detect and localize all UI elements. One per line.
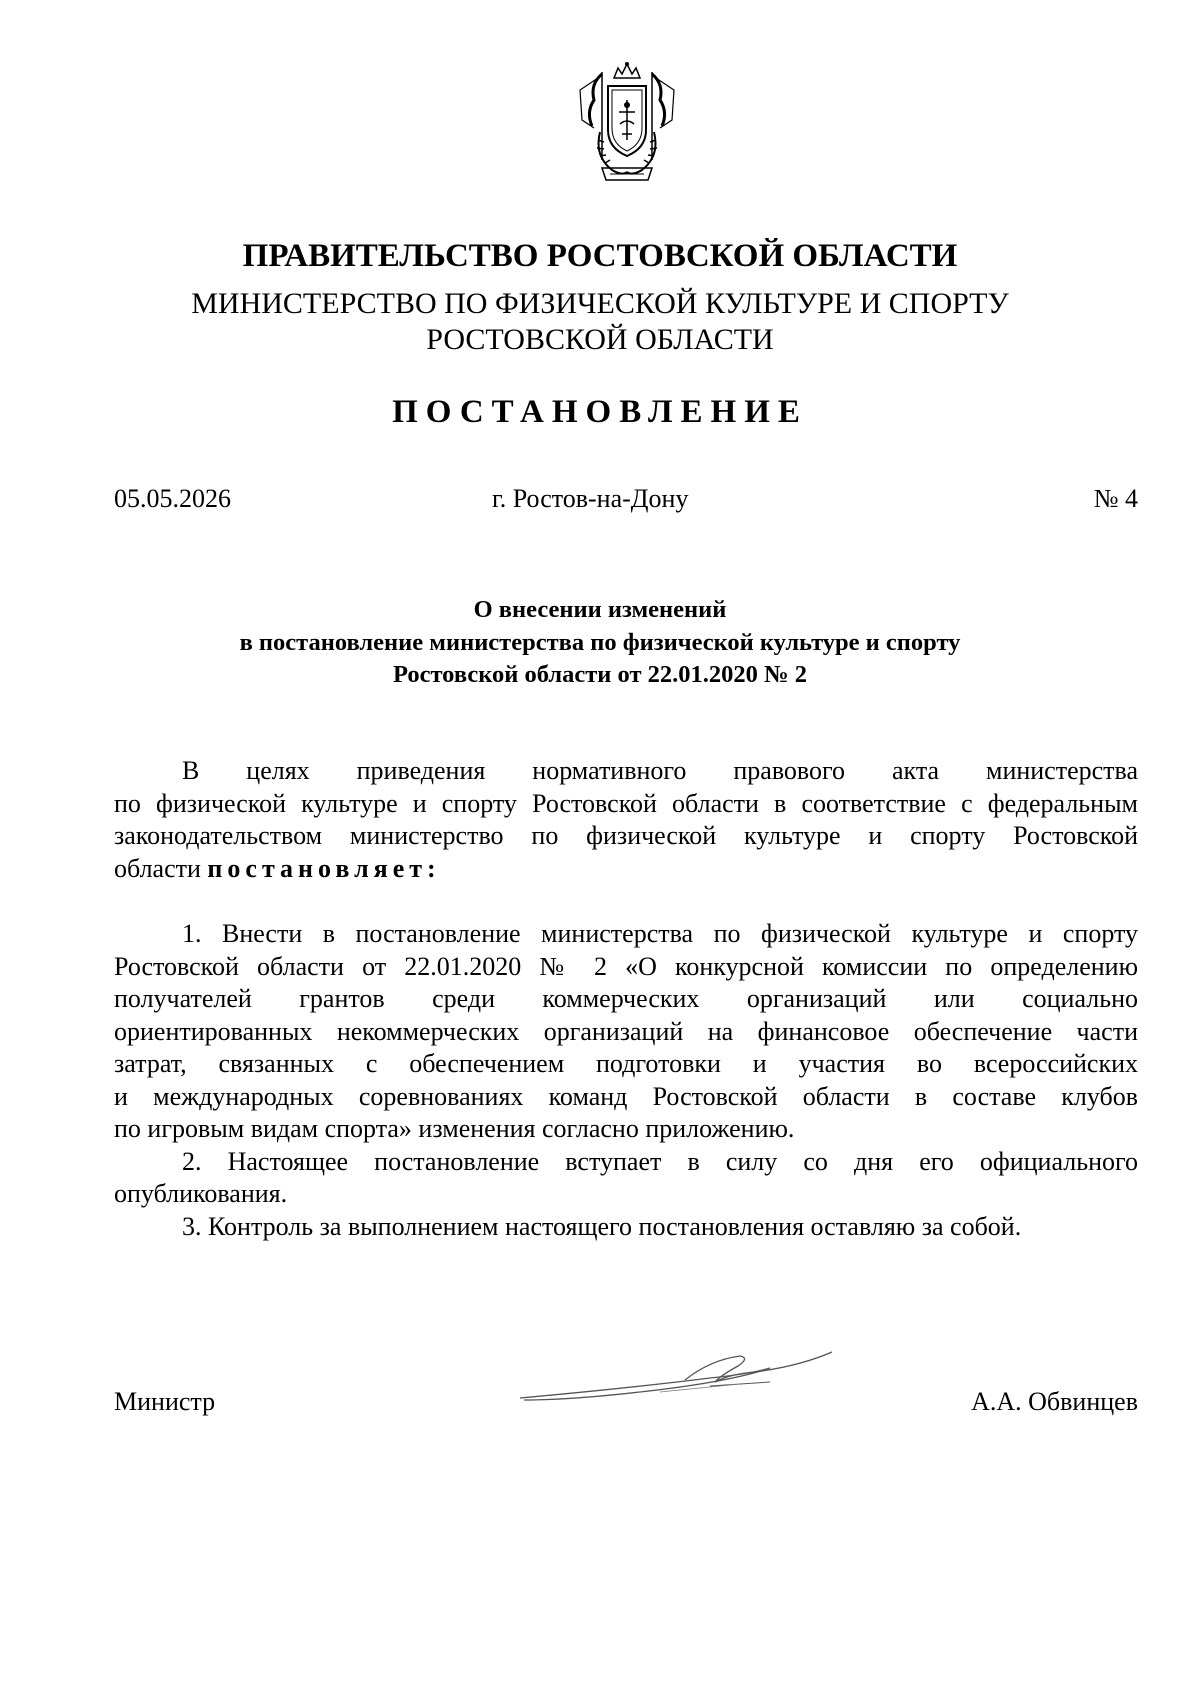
item-3-line: 3. Контроль за выполнением настоящего постановления оставляю за собой.	[182, 1211, 1022, 1241]
preamble-paragraph	[114, 755, 1138, 885]
item-1-line: и международных соревнованиях команд Ростовской области в составе клубов	[114, 1081, 1138, 1111]
signatory-name: А.А. Обвинцев	[971, 1387, 1138, 1416]
resolution-keyword: постановляет:	[207, 853, 441, 883]
item-1-line: затрат, связанных с обеспечением подготовки и участия во всероссийских	[114, 1049, 1138, 1078]
item-1-line: 1. Внести в постановление министерства по физической культуре и спорту	[182, 919, 1138, 948]
handwritten-signature-icon	[510, 1330, 840, 1410]
document-city: г. Ростов-на-Дону	[492, 484, 689, 513]
document-subject	[0, 594, 1200, 692]
coat-of-arms-icon	[572, 60, 682, 185]
preamble-line: В целях приведения нормативного правового акта министерства	[182, 756, 1138, 785]
resolution-items	[114, 918, 1138, 1243]
item-1-line: Ростовской области от 22.01.2020 № 2 «О конкурсной комиссии по определению	[114, 951, 1138, 981]
document-type: ПОСТАНОВЛЕНИЕ	[392, 394, 808, 430]
preamble-line: по физической культуре и спорту Ростовской области в соответствие с федеральным	[114, 788, 1138, 818]
item-2-line: 2. Настоящее постановление вступает в силу со дня его официального	[182, 1146, 1138, 1176]
ministry-name-line1: МИНИСТЕРСТВО ПО ФИЗИЧЕСКОЙ КУЛЬТУРЕ И СПОРТУ	[191, 287, 1009, 320]
subject-line: О внесении изменений	[473, 596, 727, 623]
government-title: ПРАВИТЕЛЬСТВО РОСТОВСКОЙ ОБЛАСТИ	[242, 238, 958, 274]
preamble-line: законодательством министерство по физической культуре и спорту Ростовской	[114, 821, 1138, 850]
subject-line: в постановление министерства по физической культуре и спорту	[239, 628, 961, 656]
item-2-line: опубликования.	[114, 1179, 288, 1208]
ministry-name-line2: РОСТОВСКОЙ ОБЛАСТИ	[426, 323, 774, 356]
preamble-prefix: области	[114, 853, 208, 883]
document-meta-row	[114, 482, 1138, 516]
item-1-line: по игровым видам спорта» изменения согласно приложению.	[114, 1114, 795, 1143]
preamble-line	[114, 853, 1138, 886]
subject-line: Ростовской области от 22.01.2020 № 2	[392, 661, 807, 688]
document-number: № 4	[1093, 484, 1138, 513]
document-date: 05.05.2026	[114, 484, 231, 513]
signatory-title: Министр	[114, 1387, 216, 1416]
item-1-line: получателей грантов среди коммерческих организаций или социально	[114, 984, 1138, 1013]
item-1-line: ориентированных некоммерческих организаций на финансовое обеспечение части	[114, 1016, 1138, 1046]
